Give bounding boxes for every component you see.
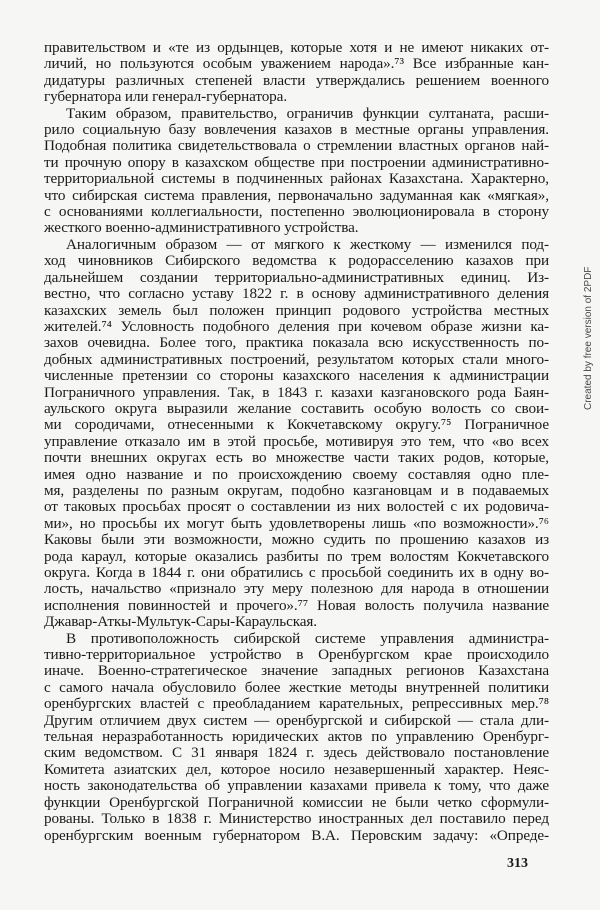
text-line: аульского округа выразили желание составить особую волость со свои-	[44, 399, 549, 417]
text-line: ми», но просьбы их могут быть удовлетворены лишь «по возможности».⁷⁶	[44, 514, 549, 532]
text-line: тивно-территориальное устройство в Оренбургском крае происходило	[44, 646, 549, 664]
text-line: Аналогичным образом — от мягкого к жесткому — изменился под-	[66, 235, 549, 253]
text-line: добных административных построений, результатом которых стали много-	[44, 350, 549, 368]
paragraph	[44, 631, 549, 844]
text-line: округа. Когда в 1844 г. они обратились с просьбой соединить их в одну во-	[44, 564, 549, 581]
text-line: Таким образом, правительство, ограничив функции султаната, расши-	[66, 104, 549, 122]
text-line: ским ведомством. С 31 января 1824 г. здесь действовало постановление	[44, 744, 549, 762]
text-line: личий, но пользуются особым уважением народа».⁷³ Все избранные кан-	[44, 55, 549, 73]
text-line: дидатуры различных степеней власти утверждались решением военного	[44, 71, 549, 89]
text-line: функции Оренбургской Пограничной комиссии не были четко сформули-	[44, 793, 549, 811]
text-line: иначе. Военно-стратегическое значение западных регионов Казахстана	[44, 662, 549, 680]
text-line: рованы. Только в 1838 г. Министерство иностранных дел поставило перед	[44, 810, 549, 828]
text-line: Джавар-Аткы-Мультук-Сары-Караульская.	[44, 613, 317, 631]
text-line: рода караул, которые оказались разбиты по трем волостям Кокчетавского	[44, 547, 549, 565]
text-line: вестно, что согласно уставу 1822 г. в основу административного деления	[44, 285, 549, 303]
watermark: Created by free version of 2PDF	[583, 266, 594, 410]
text-line: ность законодательства об управлении казахами привела к тому, что даже	[44, 777, 549, 795]
text-line: управление отказало им в этой просьбе, мотивируя это тем, что «во всех	[44, 432, 549, 450]
page-number: 313	[507, 856, 528, 871]
text-line: оренбургским военным губернатором В.А. Перовским задачу: «Опреде-	[44, 826, 549, 844]
text-line: территориальной системы в подчиненных районах Казахстана. Характерно,	[44, 170, 549, 188]
text-line: захов очевидна. Более того, практика показала всю искусственность по-	[44, 334, 549, 352]
text-line: ми сородичами, отнесенными к Кокчетавскому округу.⁷⁵ Пограничное	[44, 416, 549, 434]
book-page	[44, 40, 549, 844]
text-line: оренбургских властей с преобладанием карательных, репрессивных мер.⁷⁸	[44, 695, 549, 713]
paragraph	[44, 237, 549, 631]
text-line: лость, начальство «признало эту меру полезною для народа в отношении	[44, 580, 549, 598]
text-line: почти внешних округах есть во множестве части таких родов, которые,	[44, 449, 549, 467]
text-line: Другим отличием двух систем — оренбургской и сибирской — стала дли-	[44, 711, 549, 729]
text-line: численные претензии со стороны казахского населения к администрации	[44, 367, 549, 385]
text-line: губернатора или генерал-губернатора.	[44, 88, 288, 106]
text-line: жесткого военно-административного устройства.	[44, 219, 359, 237]
text-line: Каковы были эти возможности, можно судить по прошению казахов из	[44, 531, 549, 549]
paragraph	[44, 40, 549, 106]
text-line: имея одно название и по происхождению своему составляя одно пле-	[44, 465, 549, 483]
text-line: ти прочную опору в казахском обществе при построении административно-	[44, 153, 549, 171]
text-line: с основаниями коллегиальности, постепенно эволюционировала в сторону	[44, 203, 549, 221]
text-line: исполнения повинностей и прочего».⁷⁷ Новая волость получила название	[44, 596, 549, 614]
text-line: жителей.⁷⁴ Условность подобного деления при кочевом образе жизни ка-	[44, 317, 549, 335]
text-line: Пограничного управления. Так, в 1843 г. казахи казгановского рода Баян-	[44, 383, 549, 401]
text-line: Комитета азиатских дел, которое носило незавершенный характер. Неяс-	[44, 760, 549, 778]
text-line: правительством и «те из ордынцев, которые хотя и не имеют никаких от-	[44, 39, 549, 56]
text-line: рило социальную базу вовлечения казахов в местные органы управления.	[44, 121, 549, 139]
text-line: тельная неразработанность юридических актов по управлению Оренбург-	[44, 728, 549, 746]
text-line: дальнейшем создании территориально-административных единиц. Из-	[44, 268, 549, 286]
text-line: В противоположность сибирской системе управления администра-	[66, 629, 549, 647]
text-line: казахских земель был положен принцип родового устройства местных	[44, 301, 549, 319]
text-line: что сибирская система правления, первоначально задуманная как «мягкая»,	[44, 186, 549, 204]
text-line: Подобная политика свидетельствовала о стремлении властных органов най-	[44, 137, 549, 155]
text-line: от таковых просьбах просят о составлении из них волостей с их родовича-	[44, 498, 549, 516]
paragraph	[44, 106, 549, 237]
text-line: мя, разделены по разным округам, подобно казгановцам и в подаваемых	[44, 481, 549, 499]
text-line: с самого начала обусловило более жесткие методы внутренней политики	[44, 678, 549, 696]
text-line: ход чиновников Сибирского ведомства к родорасселению казахов при	[44, 252, 549, 270]
